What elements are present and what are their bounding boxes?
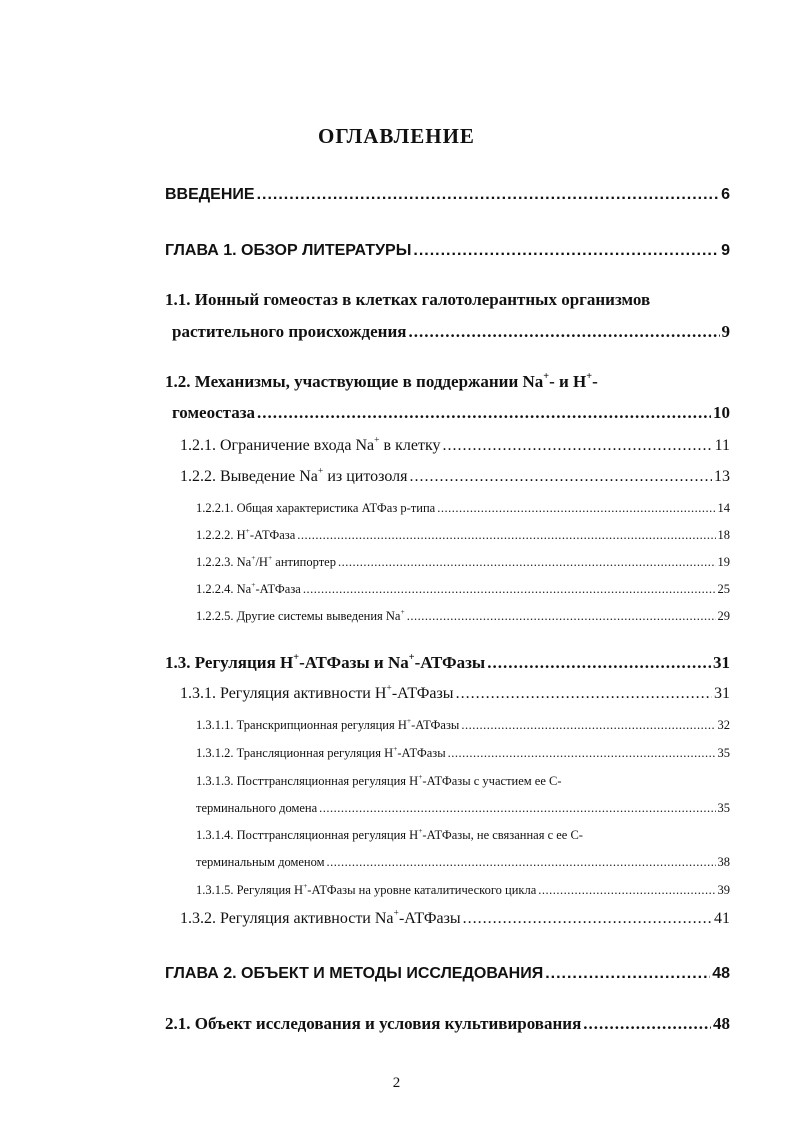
toc-entry-chapter-2[interactable] (165, 965, 730, 983)
toc-label: - (592, 372, 598, 391)
toc-page-number: 6 (721, 186, 730, 203)
leader-dots (338, 555, 716, 570)
toc-entry-1-2-2[interactable] (180, 465, 730, 486)
toc-label: 1.2.1. Ограничение входа Na+ в клетку (180, 434, 441, 454)
toc-label: 1.2.2.4. Na+-АТФаза (196, 580, 301, 596)
toc-entry-1-2-2-2[interactable] (196, 528, 730, 543)
toc-entry-1-3-1-4[interactable] (196, 855, 730, 870)
toc-entry-1-2-2-5[interactable] (196, 609, 730, 624)
leader-dots (257, 186, 720, 204)
toc-label: 1.3.2. Регуляция активности Na+-АТФазы (180, 907, 461, 927)
toc-label: ВВЕДЕНИЕ (165, 186, 255, 203)
toc-page-number: 18 (717, 528, 730, 542)
toc-label: 1.3.1.5. Регуляция H+-АТФазы на уровне каталитического цикла (196, 881, 537, 897)
toc-page-number: 25 (717, 582, 730, 596)
leader-dots (545, 965, 710, 983)
leader-dots (297, 528, 715, 543)
toc-entry-1-3-1-4-line1[interactable]: 1.3.1.4. Посттрансляционная регуляция H+-АТФазы, не связанная с ее C- (196, 826, 583, 842)
toc-label: - и H (549, 372, 587, 391)
leader-dots (448, 746, 716, 761)
toc-entry-1-3-1-3[interactable] (196, 801, 730, 816)
toc-entry-1-3-1-1[interactable] (196, 718, 730, 733)
toc-entry-1-1-line1[interactable] (165, 290, 650, 310)
toc-label: гомеостаза (172, 403, 256, 422)
leader-dots (303, 582, 716, 597)
toc-label: 1.2.2.3. Na+/H+ антипортер (196, 553, 336, 569)
toc-page-number: 10 (713, 403, 730, 422)
toc-label: 1.1. Ионный гомеостаз в клетках галотолерантных организмов (165, 290, 651, 309)
toc-page-number: 31 (713, 653, 730, 672)
toc-label: ГЛАВА 1. ОБЗОР ЛИТЕРАТУРЫ (165, 242, 412, 259)
toc-label: растительного происхождения (172, 322, 407, 341)
page-title: ОГЛАВЛЕНИЕ (318, 124, 475, 148)
toc-page-number: 39 (717, 883, 730, 897)
toc-page-number: 29 (717, 609, 730, 623)
toc-entry-chapter-1[interactable] (165, 242, 730, 260)
toc-page-number: 9 (721, 242, 730, 259)
toc-page-number: 9 (721, 322, 730, 341)
toc-label: 1.3.1. Регуляция активности H+-АТФазы (180, 682, 454, 702)
toc-page-number: 35 (717, 746, 730, 760)
leader-dots (407, 609, 716, 624)
toc-entry-1-3[interactable] (165, 653, 730, 673)
toc-page-number: 14 (717, 501, 730, 515)
toc-entry-1-2-1[interactable] (180, 434, 730, 455)
toc-label: 1.2.2.1. Общая характеристика АТФаз p-типа (196, 501, 436, 515)
toc-page-number: 48 (712, 965, 730, 982)
toc-label: 2.1. Объект исследования и условия культивирования (165, 1014, 582, 1033)
toc-label: 1.3.1.1. Транскрипционная регуляция H+-АТФазы (196, 716, 460, 732)
toc-label: 1.3.1.2. Трансляционная регуляция H+-АТФазы (196, 744, 446, 760)
toc-label: 1.3. Регуляция H+-АТФазы и Na+-АТФазы (165, 651, 486, 672)
leader-dots (319, 801, 715, 816)
superscript-plus: + (543, 370, 550, 382)
toc-page-number: 32 (717, 718, 730, 732)
toc-page-number: 38 (717, 855, 730, 869)
leader-dots (409, 468, 712, 486)
toc-entry-1-2[interactable] (172, 403, 730, 423)
page-number: 2 (392, 1075, 401, 1091)
toc-label: 1.2. Механизмы, участвующие в поддержании Na (165, 372, 544, 391)
toc-entry-1-3-1-5[interactable] (196, 883, 730, 898)
toc-page-number: 19 (717, 555, 730, 569)
toc-label: терминальным доменом (196, 855, 325, 869)
leader-dots (442, 437, 712, 455)
toc-page-number: 35 (717, 801, 730, 815)
toc-entry-1-2-line1[interactable] (165, 372, 598, 392)
leader-dots (327, 855, 716, 870)
superscript-plus: + (586, 370, 593, 382)
toc-entry-1-2-2-3[interactable] (196, 555, 730, 570)
leader-dots (437, 501, 715, 516)
toc-entry-1-1[interactable] (172, 322, 730, 342)
leader-dots (413, 242, 719, 260)
leader-dots (408, 322, 719, 342)
toc-page-number: 11 (714, 437, 730, 454)
leader-dots (538, 883, 715, 898)
toc-entry-2-1[interactable] (165, 1014, 730, 1034)
toc-page-number: 48 (713, 1014, 730, 1033)
toc-label: ГЛАВА 2. ОБЪЕКТ И МЕТОДЫ ИССЛЕДОВАНИЯ (165, 965, 544, 982)
leader-dots (583, 1014, 711, 1034)
toc-label: 1.2.2.2. H+-АТФаза (196, 526, 296, 542)
toc-page-number: 41 (714, 910, 730, 927)
leader-dots (456, 685, 712, 703)
leader-dots (487, 653, 711, 673)
toc-page-number: 31 (714, 685, 730, 702)
toc-entry-1-3-1-2[interactable] (196, 746, 730, 761)
toc-entry-1-3-1[interactable] (180, 682, 730, 703)
toc-label: 1.2.2.5. Другие системы выведения Na+ (196, 607, 405, 623)
toc-entry-intro[interactable] (165, 186, 730, 204)
toc-entry-1-2-2-1[interactable] (196, 501, 730, 516)
leader-dots (463, 910, 712, 928)
toc-page-number: 13 (714, 468, 730, 485)
toc-entry-1-3-2[interactable] (180, 907, 730, 928)
leader-dots (461, 718, 715, 733)
toc-entry-1-3-1-3-line1[interactable]: 1.3.1.3. Посттрансляционная регуляция H+-АТФазы с участием ее C- (196, 772, 562, 788)
toc-label: терминального домена (196, 801, 318, 815)
toc-entry-1-2-2-4[interactable] (196, 582, 730, 597)
leader-dots (257, 403, 711, 423)
toc-label: 1.2.2. Выведение Na+ из цитозоля (180, 465, 408, 485)
